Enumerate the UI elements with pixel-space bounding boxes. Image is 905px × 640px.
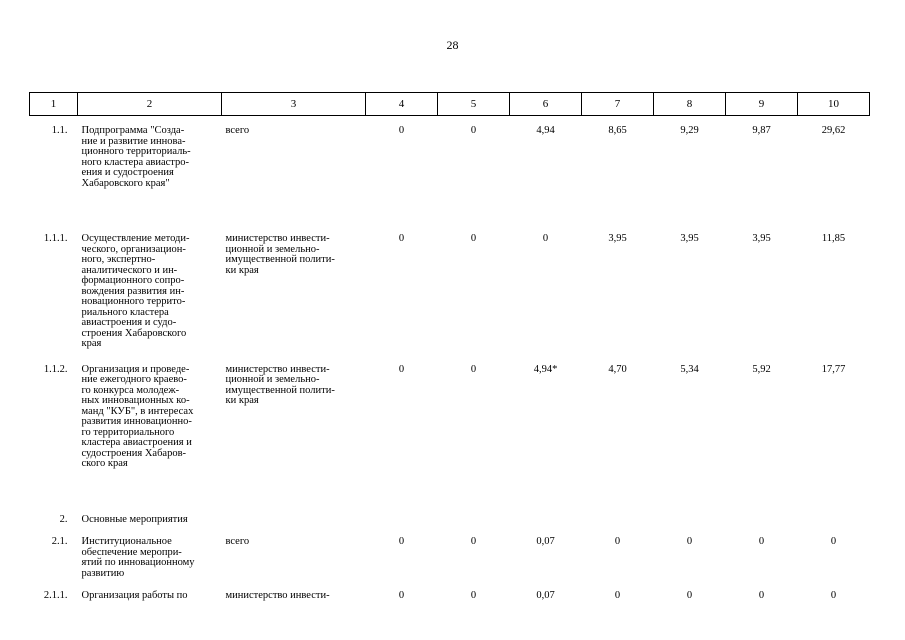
row-value: 0 (470, 590, 477, 601)
row-value (582, 515, 654, 526)
executor-line: министерство инвести- (225, 590, 330, 601)
row-executor (222, 515, 366, 526)
description-line: строения Хабаровского (81, 327, 187, 339)
row-value: 3,95 (608, 233, 627, 244)
row-value: 9,87 (752, 125, 771, 136)
description-line: риального кластера (81, 306, 169, 318)
row-description (78, 537, 222, 579)
description-line: вождения развития ин- (81, 285, 185, 297)
row-value: 0,07 (536, 536, 555, 547)
column-header: 4 (366, 93, 438, 116)
description-line: Организация и проведе- (81, 363, 190, 375)
description-line: ние ежегодного краево- (81, 374, 187, 385)
table-body (30, 116, 870, 602)
column-header: 8 (654, 93, 726, 116)
row-value: 0 (830, 536, 837, 547)
row-value: 0,07 (536, 590, 555, 601)
row-value: 0 (398, 363, 405, 375)
description-line: обеспечение меропри- (81, 546, 182, 558)
row-value: 0 (398, 233, 405, 244)
description-line: ятий по инновационному (81, 557, 195, 568)
table-row (30, 365, 870, 470)
row-value: 4,94 (536, 125, 555, 136)
row-executor (222, 126, 366, 189)
description-line: ние и развитие иннова- (81, 135, 186, 147)
executor-line: всего (225, 125, 250, 136)
row-value: 0 (614, 536, 621, 547)
description-line: судостроения Хабаров- (81, 447, 187, 459)
description-line: кластера авиастроения и (81, 437, 192, 448)
description-line: Хабаровского края" (81, 177, 170, 189)
row-number: 2. (59, 513, 68, 525)
description-line: авиастроения и судо- (81, 317, 177, 328)
table-row (30, 515, 870, 526)
description-line: ных инновационных ко- (81, 395, 190, 406)
description-line: аналитического и ин- (81, 264, 178, 276)
row-value (654, 515, 726, 526)
description-line: ения и судостроения (81, 167, 174, 178)
row-value: 4,94* (533, 363, 558, 375)
row-value: 4,70 (608, 363, 627, 375)
description-line: ского края (81, 458, 128, 469)
row-description (78, 515, 222, 526)
description-line: Подпрограмма "Созда- (81, 125, 185, 136)
description-line: манд "КУБ", в интересах (81, 405, 194, 417)
row-number: 2.1. (51, 536, 68, 547)
description-line: ного кластера авиастро- (81, 156, 190, 168)
row-description (78, 126, 222, 189)
row-description (78, 234, 222, 350)
description-line: новационного террито- (81, 296, 186, 307)
executor-line: министерство инвести- (225, 363, 330, 375)
description-line: Основные мероприятия (81, 513, 188, 525)
table-row (30, 537, 870, 579)
description-line: края (81, 338, 102, 349)
table-row (30, 126, 870, 189)
row-value: 0 (398, 536, 405, 547)
row-value: 0 (470, 363, 477, 375)
executor-line: имущественной полити- (225, 384, 335, 396)
row-value: 3,95 (752, 233, 771, 244)
table-row (30, 591, 870, 602)
row-value: 5,34 (680, 363, 699, 375)
row-value: 9,29 (680, 125, 699, 136)
row-value: 0 (398, 590, 405, 601)
description-line: го конкурса молодеж- (81, 384, 180, 396)
executor-line: ки края (225, 395, 259, 406)
row-value: 0 (470, 536, 477, 547)
description-line: Институциональное (81, 536, 172, 547)
page-number: 28 (446, 38, 459, 52)
row-value: 0 (398, 125, 405, 136)
row-executor (222, 234, 366, 350)
row-value: 0 (470, 233, 477, 244)
row-value (510, 515, 582, 526)
executor-line: ционной и земельно- (225, 243, 320, 255)
column-header: 3 (222, 93, 366, 116)
row-value (726, 515, 798, 526)
row-value: 0 (686, 590, 693, 601)
executor-line: ционной и земельно- (225, 374, 320, 385)
column-header: 2 (78, 93, 222, 116)
row-value: 0 (758, 590, 765, 601)
executor-line: министерство инвести- (225, 233, 330, 244)
executor-line: всего (225, 536, 250, 547)
description-line: ционного территориаль- (81, 146, 191, 157)
description-line: развития инновационно- (81, 416, 192, 427)
row-number: 1.1.2. (43, 363, 68, 375)
row-value: 29,62 (821, 125, 846, 136)
description-line: формационного сопро- (81, 275, 185, 286)
column-header: 5 (438, 93, 510, 116)
row-value: 0 (470, 125, 477, 136)
row-description (78, 591, 222, 602)
description-line: го территориального (81, 426, 175, 438)
row-number: 1.1.1. (43, 233, 68, 244)
description-line: развитию (81, 567, 125, 579)
header-row (30, 93, 870, 116)
row-value (366, 515, 438, 526)
row-executor (222, 591, 366, 602)
executor-line: имущественной полити- (225, 254, 335, 265)
row-executor (222, 537, 366, 579)
row-executor (222, 365, 366, 470)
row-value: 3,95 (680, 233, 699, 244)
row-value: 11,85 (821, 233, 846, 244)
row-value: 0 (686, 536, 693, 547)
column-header: 1 (30, 93, 78, 116)
row-value (438, 515, 510, 526)
column-header: 7 (582, 93, 654, 116)
description-line: ческого, организацион- (81, 243, 186, 255)
description-line: ного, экспертно- (81, 254, 156, 265)
description-line: Осуществление методи- (81, 233, 190, 244)
row-value: 8,65 (608, 125, 627, 136)
row-number: 1.1. (51, 125, 68, 136)
row-value: 0 (758, 536, 765, 547)
description-line: Организация работы по (81, 590, 188, 601)
row-value: 17,77 (821, 363, 846, 375)
column-header: 9 (726, 93, 798, 116)
column-header: 6 (510, 93, 582, 116)
row-description (78, 365, 222, 470)
column-header: 10 (798, 93, 870, 116)
program-table (29, 92, 870, 602)
executor-line: ки края (225, 264, 259, 276)
row-value: 0 (614, 590, 621, 601)
row-value: 0 (830, 590, 837, 601)
row-number: 2.1.1. (43, 590, 68, 601)
row-value: 0 (542, 233, 549, 244)
table-row (30, 234, 870, 350)
row-value: 5,92 (752, 363, 771, 375)
row-value (798, 515, 870, 526)
